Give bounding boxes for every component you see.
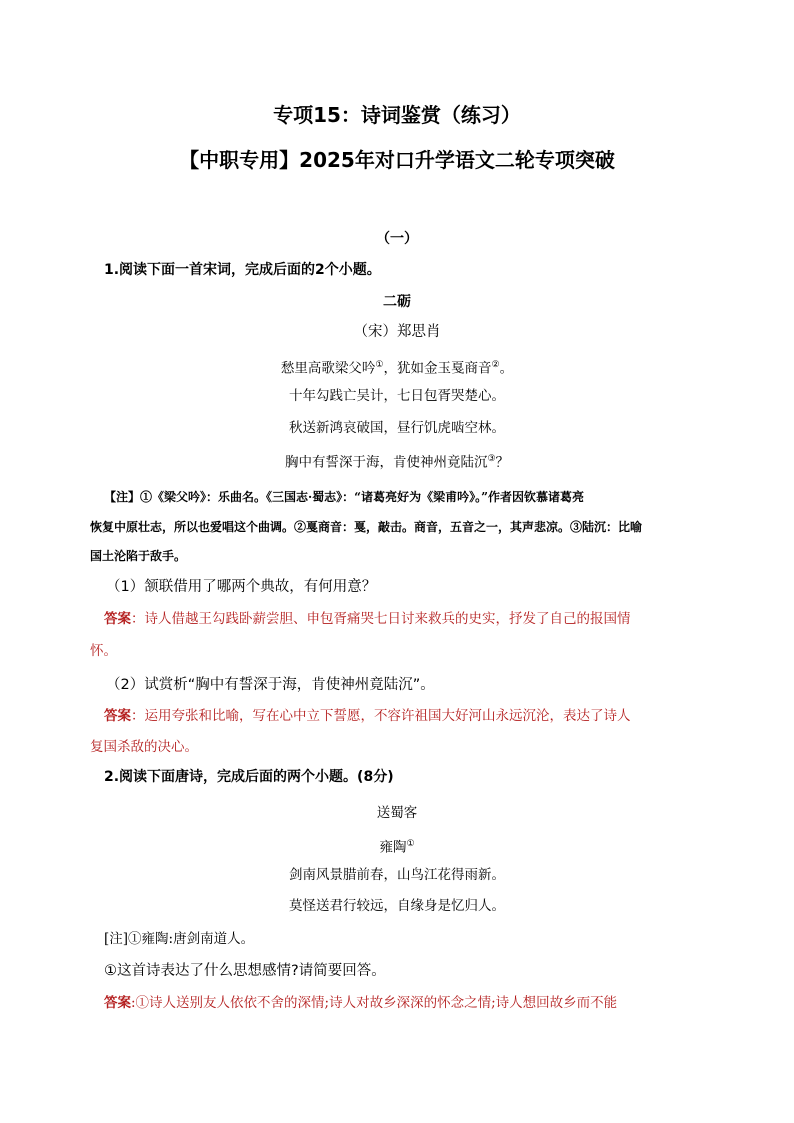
poem2-title: 送蜀客 <box>376 805 418 821</box>
answer-1-line-1 <box>104 609 631 629</box>
sub-question-2: （2）试赏析“胸中有誓深于海，肯使神州竟陆沉”。 <box>106 677 435 693</box>
footnote-mark-1: ① <box>375 360 384 370</box>
question-2-prompt: 2.阅读下面唐诗，完成后面的两个小题。(8分) <box>104 769 394 785</box>
footnote-mark-author: ① <box>406 839 415 849</box>
poem-line-1-text-a: 愁里高歌梁父吟 <box>280 360 376 377</box>
note-line-2: 恢复中原壮志，所以也爱唱这个曲调。②戛商音：戛，敲击。商音，五音之一，其声悲凉。③陆沉：比喻 <box>90 520 643 534</box>
answer-label: 答案 <box>104 708 131 724</box>
note-line-3: 国土沦陷于敌手。 <box>90 549 187 563</box>
poem-line-4-text: 胸中有誓深于海，肯使神州竟陆沉 <box>284 454 488 471</box>
answer-1-line-2: 怀。 <box>90 643 117 659</box>
poem-line-1-period: 。 <box>499 360 514 377</box>
answer-label: 答案 <box>104 995 131 1011</box>
poem-line-1 <box>0 355 794 379</box>
answer-1-text: ：诗人借越王勾践卧薪尝胆、申包胥痛哭七日讨来救兵的史实，抒发了自己的报国情 <box>131 611 631 627</box>
page-title: 专项15：诗词鉴赏（练习） <box>273 103 521 127</box>
question-2-sub-1: ①这首诗表达了什么思想感情?请简要回答。 <box>104 963 386 979</box>
poem-title: 二砺 <box>383 294 411 310</box>
poem-author: （宋）郑思肖 <box>353 324 441 340</box>
answer-2-text: ：运用夸张和比喻，写在心中立下誓愿，不容许祖国大好河山永远沉沦，表达了诗人 <box>131 708 631 724</box>
poem2-note: [注]①雍陶:唐剑南道人。 <box>104 931 255 947</box>
question-1-prompt: 1.阅读下面一首宋词，完成后面的2个小题。 <box>104 262 381 278</box>
poem-line-2: 十年勾践亡吴计，七日包胥哭楚心。 <box>289 388 505 404</box>
poem2-line-2: 莫怪送君行较远，自缘身是忆归人。 <box>289 898 505 914</box>
answer-label: 答案 <box>104 611 131 627</box>
answer-3-line-1 <box>104 993 617 1013</box>
poem2-author-name: 雍陶 <box>379 839 407 856</box>
poem-line-4-end: ？ <box>495 454 510 471</box>
answer-2-line-1 <box>104 706 631 726</box>
poem2-line-1: 剑南风景腊前春，山鸟江花得雨新。 <box>289 867 505 883</box>
answer-2-line-2: 复国杀敌的决心。 <box>90 739 198 755</box>
poem2-author <box>0 834 794 858</box>
footnote-mark-2: ② <box>491 360 500 370</box>
poem-line-3: 秋送新鸿哀破国，昼行饥虎啮空林。 <box>289 420 505 436</box>
section-heading: （一） <box>376 231 418 247</box>
footnote-mark-3: ③ <box>487 454 496 464</box>
page-subtitle: 【中职专用】2025年对口升学语文二轮专项突破 <box>179 148 615 172</box>
sub-question-1: （1）颔联借用了哪两个典故，有何用意？ <box>106 579 377 595</box>
poem-line-4 <box>0 449 794 473</box>
answer-3-text: :①诗人送别友人依依不舍的深情;诗人对故乡深深的怀念之情;诗人想回故乡而不能 <box>131 995 618 1011</box>
note-line-1: 【注】①《梁父吟》：乐曲名。《三国志·蜀志》：“诸葛亮好为《梁甫吟》。”作者因钦慕诸葛亮 <box>104 490 584 504</box>
poem-line-1-text-b: ，犹如金玉戛商音 <box>383 360 492 377</box>
